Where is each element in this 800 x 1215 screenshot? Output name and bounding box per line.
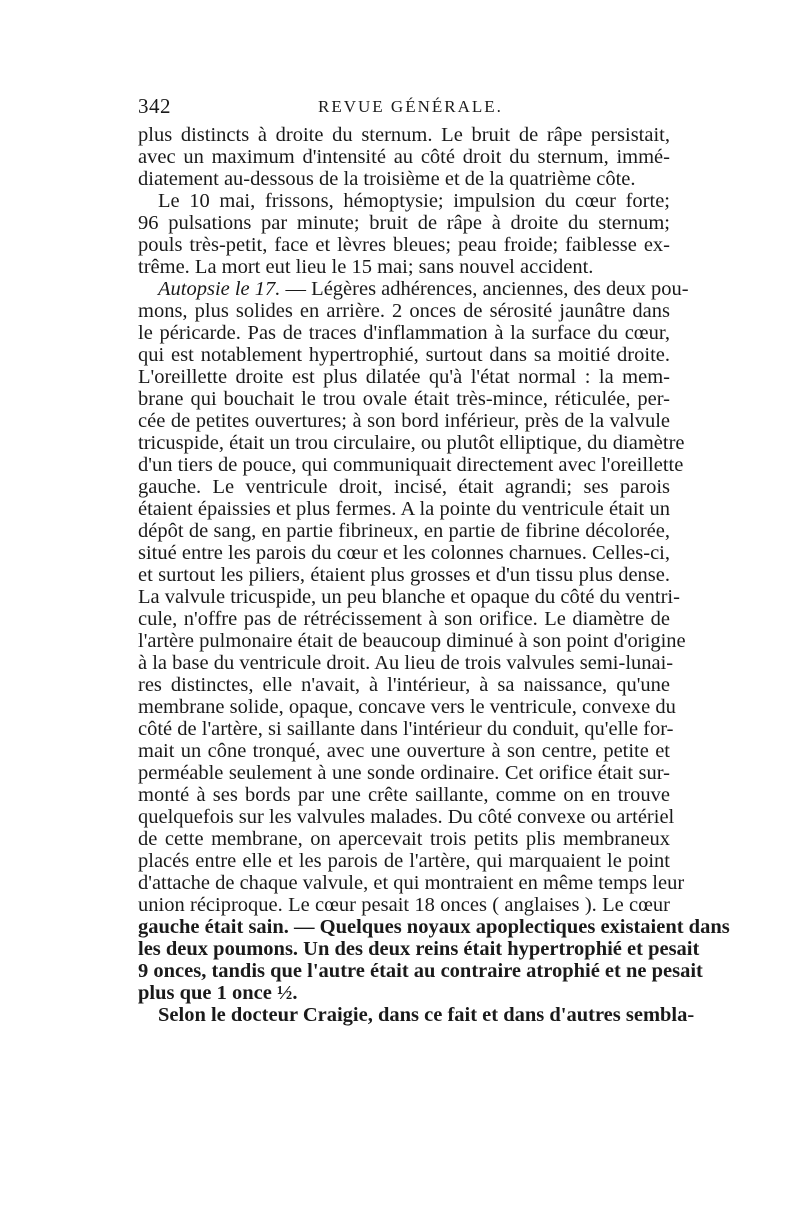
text-line: mait un cône tronqué, avec une ouverture à son centre, petite et	[138, 740, 670, 762]
text-line: plus distincts à droite du sternum. Le bruit de râpe persistait,	[138, 124, 670, 146]
text-line: 96 pulsations par minute; bruit de râpe à droite du sternum;	[138, 212, 670, 234]
text-line: diatement au-dessous de la troisième et de la quatrième côte.	[138, 168, 636, 190]
text-line: situé entre les parois du cœur et les colonnes charnues. Celles-ci,	[138, 542, 670, 564]
autopsie-line-text: — Légères adhérences, anciennes, des deux pou-	[285, 278, 689, 300]
text-line: les deux poumons. Un des deux reins était hypertrophié et pesait	[138, 938, 700, 960]
page-header	[138, 94, 670, 120]
text-line: 9 onces, tandis que l'autre était au contraire atrophié et ne pesait	[138, 960, 703, 982]
text-line: brane qui bouchait le trou ovale était très-mince, réticulée, per-	[138, 388, 670, 410]
text-line: de cette membrane, on apercevait trois petits plis membraneux	[138, 828, 670, 850]
text-line: L'oreillette droite est plus dilatée qu'à l'état normal : la mem-	[138, 366, 670, 388]
text-line: étaient épaissies et plus fermes. A la pointe du ventricule était un	[138, 498, 670, 520]
text-line: côté de l'artère, si saillante dans l'intérieur du conduit, qu'elle for-	[138, 718, 674, 740]
text-line: l'artère pulmonaire était de beaucoup diminué à son point d'origine	[138, 630, 686, 652]
autopsie-label: Autopsie le 17.	[158, 278, 281, 300]
text-line: La valvule tricuspide, un peu blanche et opaque du côté du ventri-	[138, 586, 680, 608]
text-line: pouls très-petit, face et lèvres bleues; peau froide; faiblesse ex-	[138, 234, 670, 256]
running-head: REVUE GÉNÉRALE.	[318, 97, 503, 116]
text-line: gauche. Le ventricule droit, incisé, était agrandi; ses parois	[138, 476, 670, 498]
page-number: 342	[138, 94, 171, 118]
text-line: le péricarde. Pas de traces d'inflammation à la surface du cœur,	[138, 322, 670, 344]
text-line: mons, plus solides en arrière. 2 onces de sérosité jaunâtre dans	[138, 300, 670, 322]
text-line: membrane solide, opaque, concave vers le ventricule, convexe du	[138, 696, 676, 718]
text-line: perméable seulement à une sonde ordinaire. Cet orifice était sur-	[138, 762, 670, 784]
text-line: d'un tiers de pouce, qui communiquait directement avec l'oreillette	[138, 454, 684, 476]
text-line: cule, n'offre pas de rétrécissement à son orifice. Le diamètre de	[138, 608, 670, 630]
text-line: gauche était sain. — Quelques noyaux apoplectiques existaient dans	[138, 916, 730, 938]
text-line: trême. La mort eut lieu le 15 mai; sans nouvel accident.	[138, 256, 594, 278]
text-line: quelquefois sur les valvules malades. Du côté convexe ou artériel	[138, 806, 675, 828]
text-line: plus que 1 once ½.	[138, 982, 298, 1004]
text-line: res distinctes, elle n'avait, à l'intérieur, à sa naissance, qu'une	[138, 674, 670, 696]
text-line: à la base du ventricule droit. Au lieu de trois valvules semi-lunai-	[138, 652, 674, 674]
text-line: tricuspide, était un trou circulaire, ou plutôt elliptique, du diamètre	[138, 432, 685, 454]
paragraph-start-line: Selon le docteur Craigie, dans ce fait et dans d'autres sembla-	[158, 1004, 695, 1026]
text-line: d'attache de chaque valvule, et qui montraient en même temps leur	[138, 872, 685, 894]
text-line: dépôt de sang, en partie fibrineux, en partie de fibrine décolorée,	[138, 520, 670, 542]
text-line: placés entre elle et les parois de l'artère, qui marquaient le point	[138, 850, 670, 872]
text-line: avec un maximum d'intensité au côté droit du sternum, immé-	[138, 146, 670, 168]
text-line: monté à ses bords par une crête saillante, comme on en trouve	[138, 784, 670, 806]
body-text	[138, 122, 730, 1072]
text-line: qui est notablement hypertrophié, surtout dans sa moitié droite.	[138, 344, 670, 366]
text-line: union réciproque. Le cœur pesait 18 onces ( anglaises ). Le cœur	[138, 894, 670, 916]
text-line: cée de petites ouvertures; à son bord inférieur, près de la valvule	[138, 410, 670, 432]
paragraph-start-line: Le 10 mai, frissons, hémoptysie; impulsion du cœur forte;	[158, 190, 670, 212]
text-line: et surtout les piliers, étaient plus grosses et d'un tissu plus dense.	[138, 564, 670, 586]
